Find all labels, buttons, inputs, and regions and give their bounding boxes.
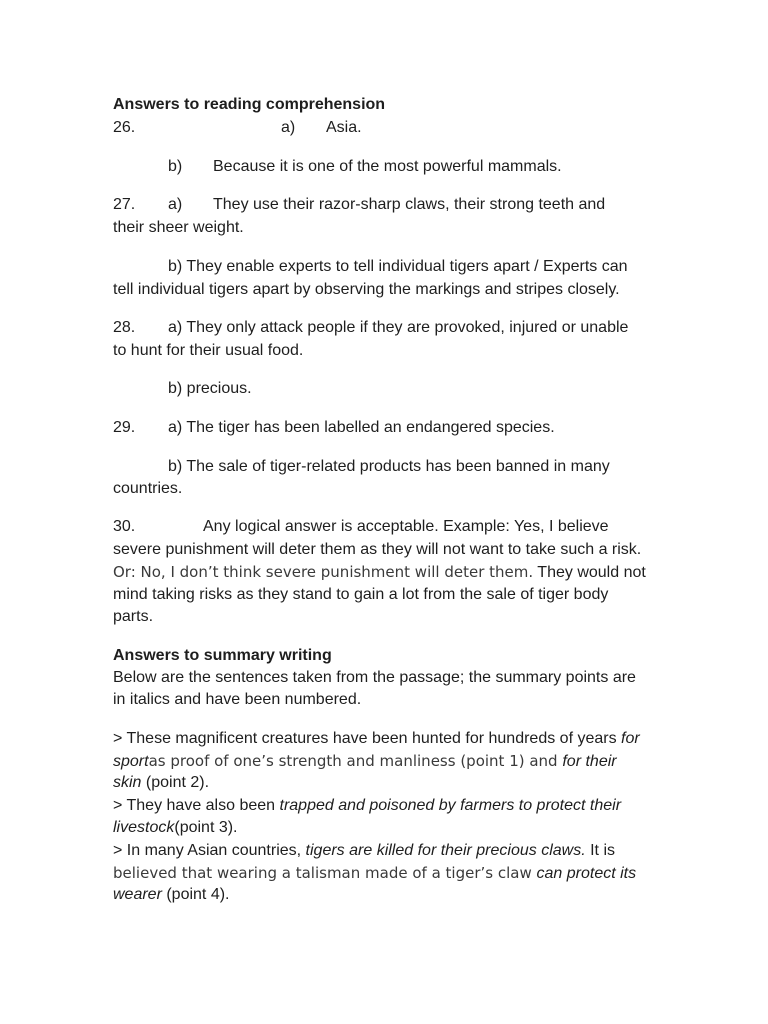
q28-b-answer: b) precious.	[168, 380, 252, 397]
summary-point-2-label: (point 2).	[141, 774, 210, 791]
summary-point-3-italic-livestock: livestock	[113, 819, 175, 836]
summary-point-1-line3	[113, 772, 209, 794]
summary-point-4-italic-wearer: wearer	[113, 886, 162, 903]
q30-number: 30.	[113, 518, 136, 535]
summary-point-2-italic: for their	[562, 753, 617, 770]
q30-answer-line5: parts.	[113, 608, 154, 625]
summary-point-3-italic: trapped and poisoned by farmers to protect their	[279, 797, 622, 814]
q26-b-label: b)	[168, 158, 183, 175]
summary-point-4-text: > In many Asian countries,	[113, 842, 306, 859]
q27-a-answer-line1: They use their razor-sharp claws, their strong teeth and	[213, 196, 606, 213]
q30-alternative-answer: Or: No, I don’t think severe punishment will deter them.	[113, 563, 534, 581]
q26-a-label: a)	[281, 119, 296, 136]
summary-point-1-line1	[113, 728, 640, 750]
q28-a-line	[113, 317, 713, 339]
summary-point-4-line1	[113, 840, 615, 862]
summary-point-1-italic: for	[621, 730, 640, 747]
q27-a-answer-line2: their sheer weight.	[113, 219, 244, 236]
summary-point-3-text: > They have also been	[113, 797, 280, 814]
summary-point-2-italic-skin: skin	[113, 774, 142, 791]
summary-intro-line1: Below are the sentences taken from the passage; the summary points are	[113, 669, 636, 686]
q29-a-line	[113, 417, 713, 439]
heading-reading-comprehension: Answers to reading comprehension	[113, 96, 386, 113]
q27-a-line	[113, 194, 713, 216]
summary-point-3-line2	[113, 817, 238, 839]
heading-summary-writing: Answers to summary writing	[113, 647, 332, 664]
q30-answer-line3-rest: They would not	[533, 564, 646, 581]
q30-answer-line1: Any logical answer is acceptable. Example: Yes, I believe	[203, 518, 609, 535]
q28-number: 28.	[113, 319, 136, 336]
summary-point-1-text2: as proof of one’s strength and manliness (point 1) and	[148, 752, 563, 770]
summary-point-3-line1	[113, 795, 621, 817]
q26-number: 26.	[113, 119, 136, 136]
q26-a-answer: Asia.	[326, 119, 362, 136]
q29-b-answer-line2: countries.	[113, 480, 183, 497]
summary-point-4-text3: believed that wearing a talisman made of a tiger’s claw	[113, 864, 537, 882]
q26-a-line	[113, 117, 713, 139]
summary-point-3-label: (point 3).	[174, 819, 238, 836]
q29-a-answer: a) The tiger has been labelled an endangered species.	[168, 419, 555, 436]
q30-answer-line4: mind taking risks as they stand to gain a lot from the sale of tiger body	[113, 586, 609, 603]
summary-point-4-label: (point 4).	[161, 886, 230, 903]
summary-point-4-italic-claws: tigers are killed for their precious claws.	[305, 842, 586, 859]
q30-answer-line2: severe punishment will deter them as they will not want to take such a risk.	[113, 541, 642, 558]
summary-point-1-line2	[113, 750, 617, 773]
q29-b-answer-line1: b) The sale of tiger-related products has been banned in many	[168, 458, 610, 475]
summary-point-4-text2: It is	[585, 842, 615, 859]
q26-b-answer: Because it is one of the most powerful mammals.	[213, 158, 562, 175]
q27-a-label: a)	[168, 196, 183, 213]
summary-point-1-text: > These magnificent creatures have been hunted for hundreds of years	[113, 730, 622, 747]
summary-point-4-italic-protect: can protect its	[536, 865, 637, 882]
summary-point-1-italic-sport: sport	[113, 753, 149, 770]
q29-number: 29.	[113, 419, 136, 436]
q30-answer-line3	[113, 561, 646, 584]
q28-a-answer-line2: to hunt for their usual food.	[113, 342, 304, 359]
summary-intro-line2: in italics and have been numbered.	[113, 691, 362, 708]
q27-b-answer-line2: tell individual tigers apart by observing the markings and stripes closely.	[113, 281, 620, 298]
q30-line1	[113, 516, 713, 538]
q27-number: 27.	[113, 196, 136, 213]
summary-point-4-line3	[113, 884, 230, 906]
summary-point-4-line2	[113, 862, 636, 885]
q27-b-answer-line1: b) They enable experts to tell individual tigers apart / Experts can	[168, 258, 628, 275]
q28-a-answer-line1: a) They only attack people if they are provoked, injured or unable	[168, 319, 629, 336]
